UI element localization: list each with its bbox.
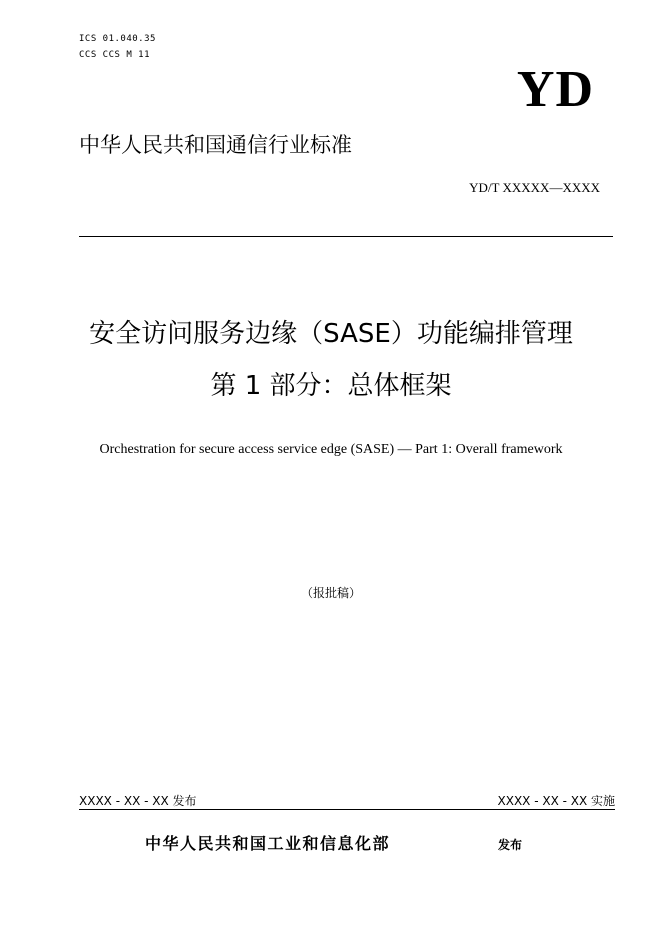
- top-divider: [79, 236, 613, 237]
- yd-logo: YD: [516, 61, 594, 118]
- standard-number: YD/T XXXXX—XXXX: [469, 180, 600, 195]
- implementation-date: XXXX - XX - XX 实施: [497, 794, 615, 808]
- issue-date: XXXX - XX - XX 发布: [79, 794, 197, 808]
- issuing-authority: 中华人民共和国工业和信息化部: [145, 834, 391, 853]
- issue-label: 发布: [498, 838, 523, 852]
- document-title-line2: 第 1 部分：总体框架: [210, 371, 452, 401]
- ics-code: ICS 01.040.35: [79, 34, 156, 44]
- document-title-line1: 安全访问服务边缘（SASE）功能编排管理: [89, 319, 573, 349]
- bottom-divider: [79, 809, 615, 810]
- ccs-code: CCS CCS M 11: [79, 50, 151, 60]
- standard-title: 中华人民共和国通信行业标准: [79, 133, 352, 157]
- draft-status: （报批稿）: [300, 586, 361, 600]
- document-title-english: Orchestration for secure access service edge (SASE) — Part 1: Overall framework: [99, 442, 563, 457]
